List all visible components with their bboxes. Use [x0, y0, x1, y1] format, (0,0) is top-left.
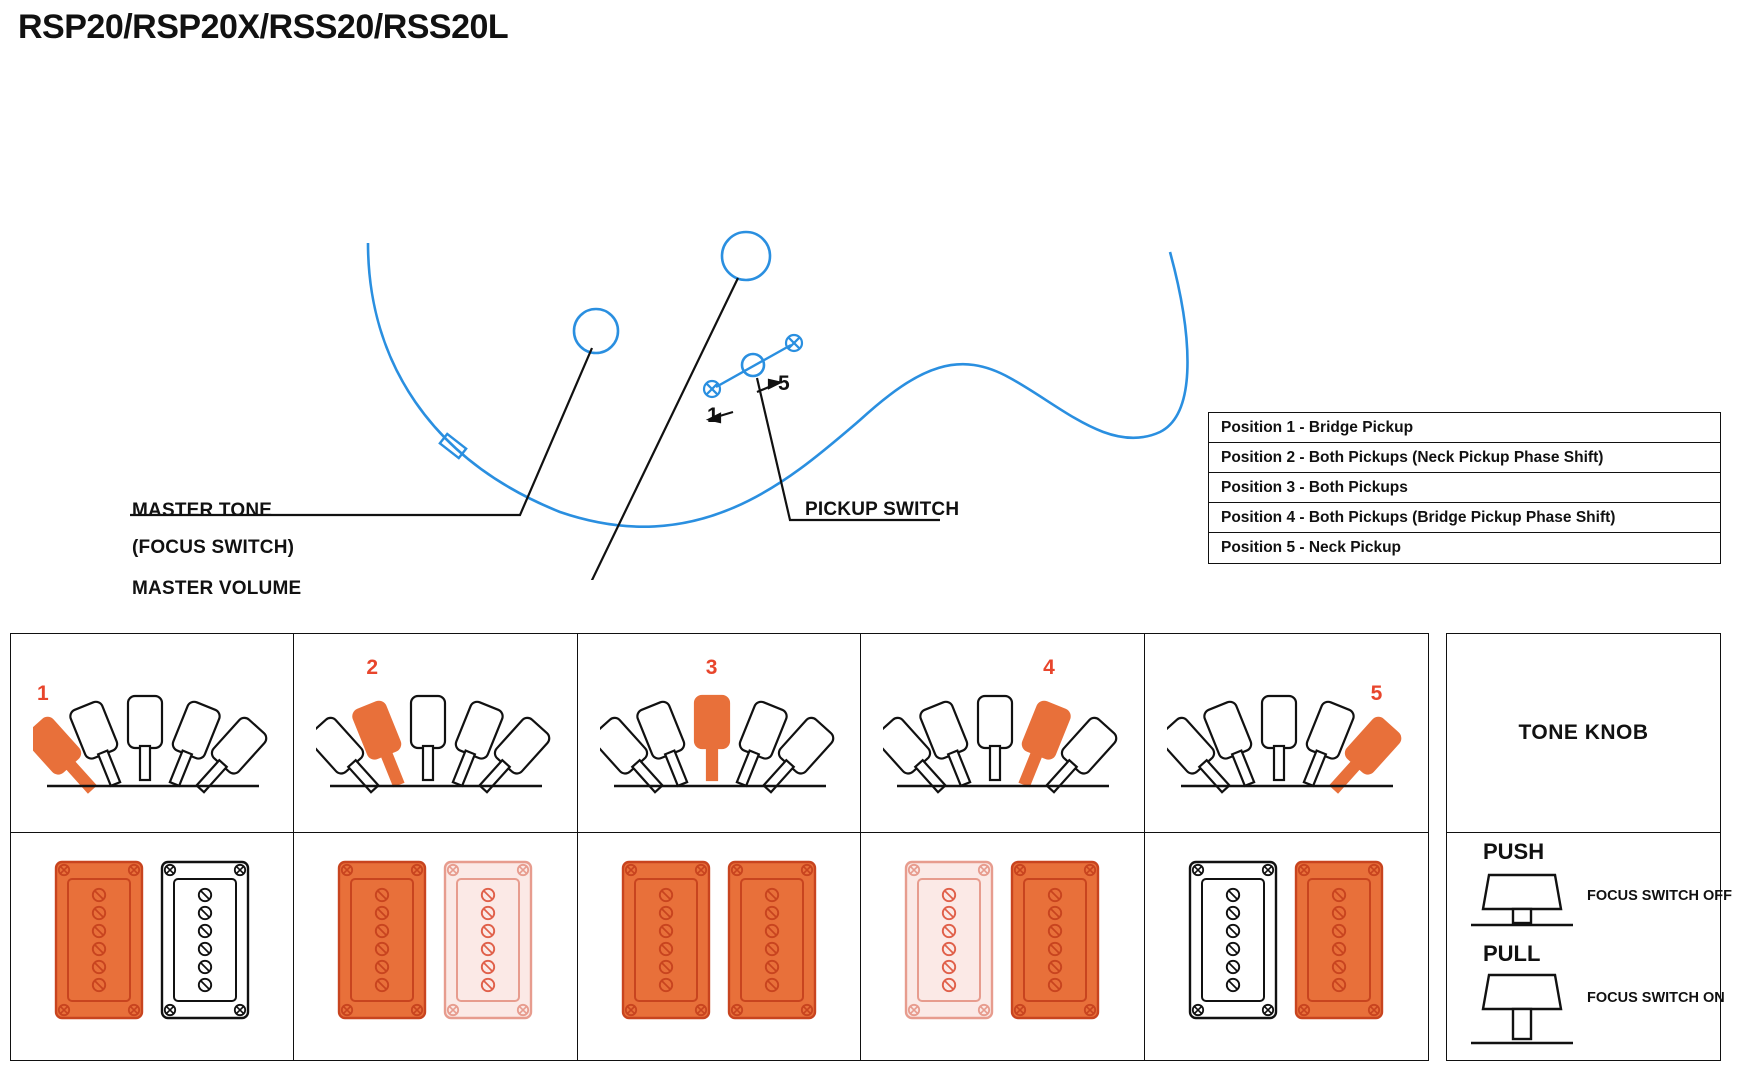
bridge-pickup-icon [336, 859, 428, 1021]
neck-pickup-icon [1009, 859, 1101, 1021]
blade-switch-icon [883, 682, 1123, 802]
legend-row: Position 4 - Both Pickups (Bridge Pickup Phase Shift) [1209, 503, 1720, 533]
push-knob-icon [1469, 865, 1579, 935]
switch-position-cell [578, 634, 860, 833]
push-caption: FOCUS SWITCH OFF [1587, 888, 1732, 904]
label-focus-switch: (FOCUS SWITCH) [132, 537, 295, 558]
switch-blade [1262, 696, 1296, 780]
tone-knob-body [1447, 833, 1732, 1060]
pickup-state-cell [861, 833, 1143, 1060]
pull-knob-icon [1469, 967, 1579, 1053]
label-pickup-switch: PICKUP SWITCH [805, 499, 960, 520]
legend-row: Position 3 - Both Pickups [1209, 473, 1720, 503]
bridge-pickup-icon [903, 859, 995, 1021]
pickup-state-cell [294, 833, 576, 1060]
position-panel-3 [578, 634, 861, 1060]
position-panel-5 [1145, 634, 1428, 1060]
pull-label: PULL [1483, 941, 1541, 966]
legend-row: Position 5 - Neck Pickup [1221, 539, 1402, 556]
position-number: 2 [366, 656, 379, 679]
switch-position-cell [294, 634, 576, 833]
pickup-state-cell [578, 833, 860, 1060]
position-number: 5 [1370, 682, 1383, 705]
blade-switch-icon [33, 682, 273, 802]
bridge-pickup-icon [620, 859, 712, 1021]
tone-knob-panel [1446, 633, 1732, 1061]
pickup-position-panels [10, 633, 1429, 1061]
switch-blade [411, 696, 445, 780]
guitar-wiring-schematic [0, 60, 1200, 599]
neck-pickup-icon [442, 859, 534, 1021]
legend-row: Position 2 - Both Pickups (Neck Pickup Phase Shift) [1209, 443, 1720, 473]
position-number: 1 [37, 682, 49, 705]
switch-screw-left [704, 381, 720, 397]
pickup-state-cell [11, 833, 293, 1060]
switch-position-cell [11, 634, 293, 833]
pickup-state-cell [1145, 833, 1428, 1060]
neck-pickup-icon [159, 859, 251, 1021]
switch-position-min-label: 1 [707, 404, 719, 427]
switch-position-cell [861, 634, 1143, 833]
label-master-tone: MASTER TONE [132, 500, 273, 521]
blade-switch-icon [1167, 682, 1407, 802]
pull-caption: FOCUS SWITCH ON [1587, 990, 1725, 1006]
tone-knob-title: TONE KNOB [1518, 721, 1649, 744]
tone-knob-title-cell [1447, 634, 1720, 833]
switch-blade [128, 696, 162, 780]
master-tone-knob [574, 309, 618, 353]
switch-blade [695, 696, 729, 780]
label-master-volume: MASTER VOLUME [132, 578, 302, 599]
legend-row: Position 1 - Bridge Pickup [1209, 413, 1720, 443]
bridge-pickup-icon [53, 859, 145, 1021]
neck-pickup-icon [726, 859, 818, 1021]
page-title: RSP20/RSP20X/RSS20/RSS20L [18, 8, 509, 46]
position-panel-2 [294, 634, 577, 1060]
switch-blade [978, 696, 1012, 780]
position-number: 3 [705, 656, 718, 679]
position-number: 4 [1043, 656, 1055, 679]
blade-switch-icon [316, 682, 556, 802]
blade-switch-icon [600, 682, 840, 802]
push-label: PUSH [1483, 839, 1545, 864]
leader-master-tone [130, 348, 592, 515]
neck-pickup-icon [1293, 859, 1385, 1021]
master-volume-knob [722, 232, 770, 280]
position-panel-4 [861, 634, 1144, 1060]
bridge-pickup-icon [1187, 859, 1279, 1021]
switch-screw-right [786, 335, 802, 351]
position-legend-table [1208, 412, 1721, 564]
leader-master-volume [130, 278, 738, 580]
switch-position-cell [1145, 634, 1428, 833]
switch-position-max-label: 5 [778, 372, 790, 395]
position-panel-1 [11, 634, 294, 1060]
